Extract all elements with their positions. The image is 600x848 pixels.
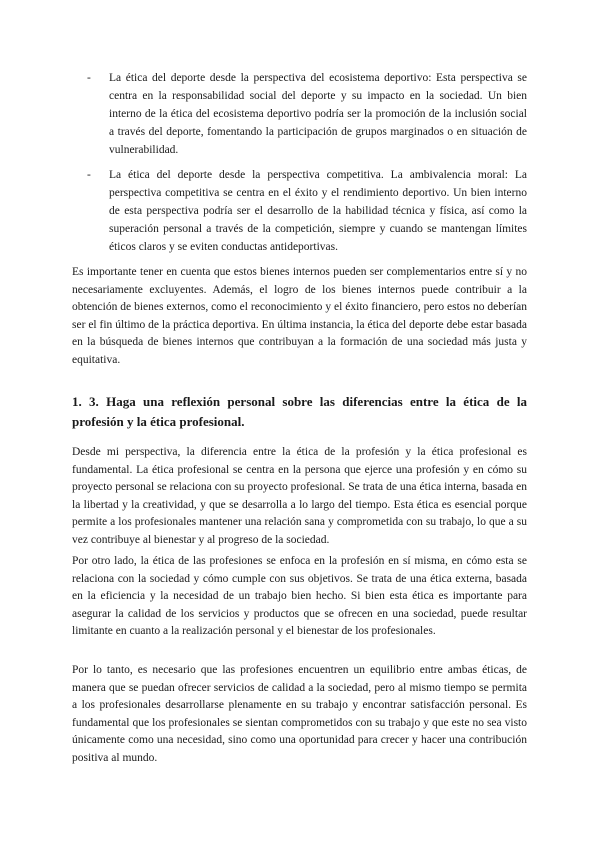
bullet-marker: - [87, 169, 91, 181]
paragraph-3: Por lo tanto, es necesario que las profesiones encuentren un equilibrio entre ambas éticas, de manera que se puedan ofrecer servicios de calidad a la sociedad, pero al mismo tiempo se permita a los profesionales desarrollarse plenamente en su trabajo y encontrar satisfacción personal. Es fundamental que los profesionales se sientan comprometidos con su trabajo y que este no sea visto únicamente como una necesidad, sino como una oportunidad para crecer y hacer una contribución positiva al mundo. [72, 664, 527, 764]
paragraph-2: Por otro lado, la ética de las profesiones se enfoca en la profesión en sí misma, en cómo esta se relaciona con la sociedad y cómo cumple con sus objetivos. Se trata de una ética externa, basada en la eficiencia y la necesidad de un trabajo bien hecho. Si bien esta ética es importante para asegurar la calidad de los servicios y productos que se ofrecen en una sociedad, puede resultar limitante en cuanto a la realización personal y el bienestar de los profesionales. [72, 555, 527, 638]
paragraph-1: Desde mi perspectiva, la diferencia entre la ética de la profesión y la ética profesional es fundamental. La ética profesional se centra en la persona que ejerce una profesión y en cómo su proyecto personal se relaciona con su proyecto profesional. Se trata de una ética interna, basada en la libertad y la creatividad, y que se desarrolla a lo largo del tiempo. Esta ética es esencial porque permite a los profesionales mantener una relación sana y comprometida con su trabajo, lo que a su vez contribuye al bienestar y al progreso de la sociedad. [72, 446, 527, 546]
bullet-marker: - [87, 72, 91, 84]
list-item [87, 70, 527, 160]
bullet-text: La ética del deporte desde la perspectiva competitiva. La ambivalencia moral: La perspectiva competitiva se centra en el éxito y el rendimiento deportivo. Un bien interno de esta perspectiva podría ser el desarrollo de la habilidad técnica y física, así como la superación personal a través de la competición, siempre y cuando se mantengan límites éticos claros y se eviten conductas antideportivas. [109, 169, 527, 253]
section-heading: 1. 3. Haga una reflexión personal sobre las diferencias entre la ética de la profesión y la ética profesional. [72, 394, 527, 429]
bullet-text: La ética del deporte desde la perspectiva del ecosistema deportivo: Esta perspectiva se centra en la responsabilidad social del deporte y su impacto en la sociedad. Un bien interno de la ética del ecosistema deportivo podría ser la promoción de la inclusión social a través del deporte, fomentando la participación de grupos marginados o en situación de vulnerabilidad. [109, 72, 527, 156]
list-item [87, 167, 527, 257]
intro-paragraph: Es importante tener en cuenta que estos bienes internos pueden ser complementarios entre sí y no necesariamente excluyentes. Además, el logro de los bienes internos puede contribuir a la obtención de bienes externos, como el reconocimiento y el éxito financiero, pero estos no deberían ser el fin último de la práctica deportiva. En última instancia, la ética del deporte debe estar basada en la búsqueda de bienes internos que contribuyan a la formación de una sociedad más justa y equitativa. [72, 266, 527, 366]
